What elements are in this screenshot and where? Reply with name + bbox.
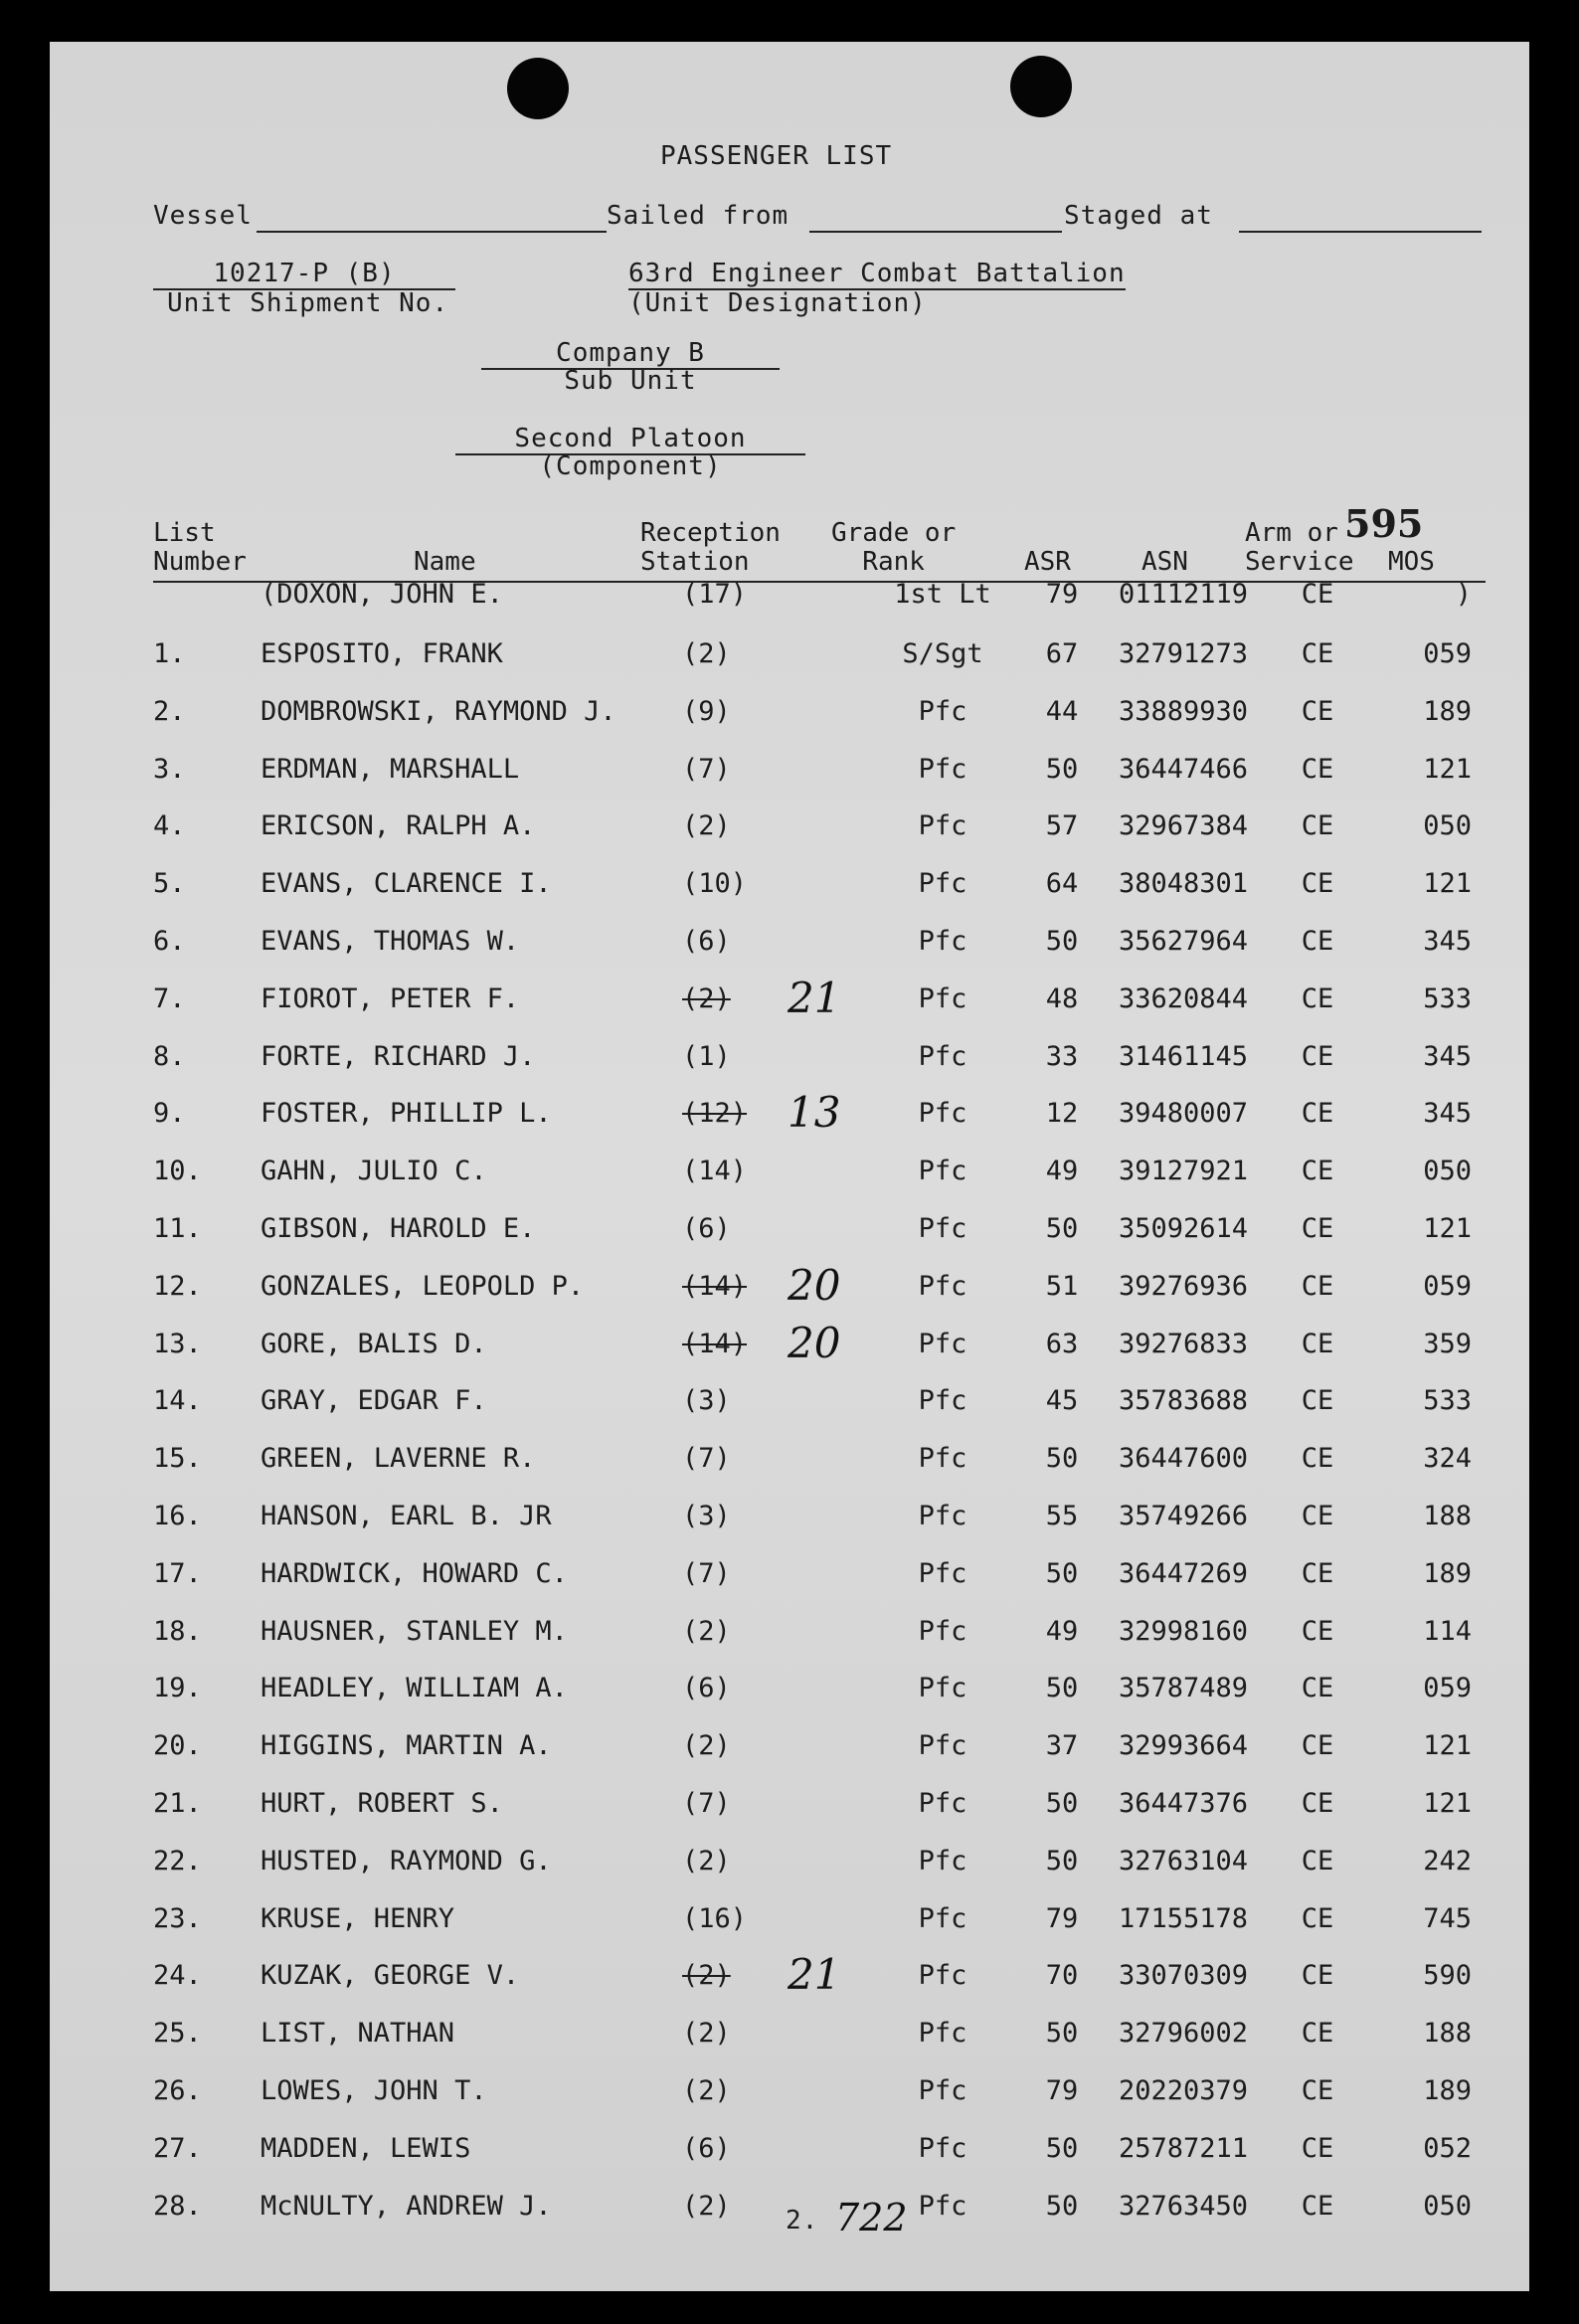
officer-close-paren: ) bbox=[1455, 579, 1472, 610]
column-header-arm-line2: Service bbox=[1245, 547, 1354, 577]
row-mos: 745 bbox=[1423, 1902, 1472, 1934]
row-name: EVANS, CLARENCE I. bbox=[261, 868, 552, 900]
row-asn: 25787211 bbox=[1118, 2132, 1249, 2164]
row-arm: CE bbox=[1301, 1615, 1334, 1647]
row-mos: 189 bbox=[1423, 2075, 1472, 2106]
table-row bbox=[50, 1156, 1529, 1211]
row-name: HARDWICK, HOWARD C. bbox=[261, 1557, 568, 1589]
table-row bbox=[50, 1385, 1529, 1441]
row-name: ERDMAN, MARSHALL bbox=[261, 753, 520, 785]
row-arm: CE bbox=[1301, 926, 1334, 957]
row-rank: Pfc bbox=[918, 1960, 967, 1992]
sub-unit-label: Sub Unit bbox=[564, 366, 697, 396]
handwritten-station-correction: 21 bbox=[788, 1950, 841, 2000]
row-asr: 67 bbox=[1045, 638, 1079, 669]
row-name: GREEN, LAVERNE R. bbox=[261, 1443, 536, 1475]
row-asn: 39276833 bbox=[1118, 1328, 1249, 1359]
row-mos: 114 bbox=[1423, 1615, 1472, 1647]
row-rank: Pfc bbox=[918, 1845, 967, 1877]
row-mos: 050 bbox=[1423, 1156, 1472, 1187]
row-number: 18. bbox=[153, 1615, 202, 1647]
row-asn: 39480007 bbox=[1118, 1098, 1249, 1130]
row-mos: 324 bbox=[1423, 1443, 1472, 1475]
row-arm: CE bbox=[1301, 1960, 1334, 1992]
row-mos: 345 bbox=[1423, 1040, 1472, 1072]
row-arm: CE bbox=[1301, 868, 1334, 900]
row-number: 5. bbox=[153, 868, 186, 900]
row-number: 12. bbox=[153, 1270, 202, 1302]
row-arm: CE bbox=[1301, 2018, 1334, 2050]
sub-unit: Company B bbox=[481, 338, 780, 370]
column-header-list-line1: List bbox=[153, 518, 216, 548]
row-asn: 36447269 bbox=[1118, 1557, 1249, 1589]
row-number: 24. bbox=[153, 1960, 202, 1992]
row-number: 23. bbox=[153, 1902, 202, 1934]
row-mos: 188 bbox=[1423, 2018, 1472, 2050]
column-header-arm-line1: Arm or bbox=[1245, 518, 1338, 548]
row-name: HUSTED, RAYMOND G. bbox=[261, 1845, 552, 1877]
row-number: 28. bbox=[153, 2190, 202, 2222]
row-asr: 37 bbox=[1045, 1730, 1079, 1762]
row-name: McNULTY, ANDREW J. bbox=[261, 2190, 552, 2222]
row-name: GRAY, EDGAR F. bbox=[261, 1385, 487, 1417]
shipment-label: Unit Shipment No. bbox=[167, 288, 449, 318]
row-name: ESPOSITO, FRANK bbox=[261, 638, 503, 669]
row-number: 15. bbox=[153, 1443, 202, 1475]
page-title: PASSENGER LIST bbox=[660, 141, 893, 171]
row-number: 22. bbox=[153, 1845, 202, 1877]
column-header-reception-station bbox=[640, 519, 781, 577]
row-reception-station: (14) bbox=[682, 1270, 748, 1302]
row-rank: Pfc bbox=[918, 1788, 967, 1819]
row-reception-station: (7) bbox=[682, 753, 731, 785]
component: Second Platoon bbox=[455, 424, 805, 455]
row-asr: 79 bbox=[1045, 2075, 1079, 2106]
component-label: (Component) bbox=[539, 451, 722, 481]
row-name: KUZAK, GEORGE V. bbox=[261, 1960, 520, 1992]
row-name: LIST, NATHAN bbox=[261, 2018, 455, 2050]
row-asr: 50 bbox=[1045, 1557, 1079, 1589]
table-row bbox=[50, 1950, 1529, 2016]
row-mos: 121 bbox=[1423, 1213, 1472, 1244]
row-reception-station: (7) bbox=[682, 1557, 731, 1589]
row-name: HANSON, EARL B. JR bbox=[261, 1501, 552, 1531]
officer-rank: 1st Lt bbox=[894, 579, 991, 610]
row-rank: Pfc bbox=[918, 1328, 967, 1359]
row-asr: 50 bbox=[1045, 2190, 1079, 2222]
row-asr: 50 bbox=[1045, 1845, 1079, 1877]
row-reception-station: (16) bbox=[682, 1902, 748, 1934]
row-name: LOWES, JOHN T. bbox=[261, 2075, 487, 2106]
row-rank: Pfc bbox=[918, 753, 967, 785]
row-mos: 345 bbox=[1423, 926, 1472, 957]
handwritten-footer-number: 722 bbox=[835, 2196, 908, 2239]
row-mos: 052 bbox=[1423, 2132, 1472, 2164]
staged-at-blank bbox=[1239, 231, 1482, 233]
row-reception-station: (7) bbox=[682, 1788, 731, 1819]
officer-row bbox=[50, 579, 1529, 634]
row-rank: Pfc bbox=[918, 1040, 967, 1072]
row-asr: 45 bbox=[1045, 1385, 1079, 1417]
column-header-asn: ASN bbox=[1141, 547, 1188, 577]
table-row bbox=[50, 1558, 1529, 1614]
row-name: GORE, BALIS D. bbox=[261, 1328, 487, 1359]
row-asr: 50 bbox=[1045, 926, 1079, 957]
row-reception-station: (14) bbox=[682, 1328, 748, 1359]
handwritten-station-correction: 13 bbox=[788, 1088, 841, 1138]
row-reception-station: (10) bbox=[682, 868, 748, 900]
row-asn: 36447466 bbox=[1118, 753, 1249, 785]
row-rank: Pfc bbox=[918, 1615, 967, 1647]
row-arm: CE bbox=[1301, 1213, 1334, 1244]
row-reception-station: (9) bbox=[682, 695, 731, 727]
row-arm: CE bbox=[1301, 1156, 1334, 1187]
row-mos: 121 bbox=[1423, 1730, 1472, 1762]
row-rank: Pfc bbox=[918, 2190, 967, 2222]
row-rank: Pfc bbox=[918, 1443, 967, 1475]
row-mos: 359 bbox=[1423, 1328, 1472, 1359]
row-mos: 121 bbox=[1423, 1788, 1472, 1819]
table-row bbox=[50, 1501, 1529, 1556]
row-asn: 32791273 bbox=[1118, 638, 1249, 669]
row-asn: 35092614 bbox=[1118, 1213, 1249, 1244]
row-arm: CE bbox=[1301, 2190, 1334, 2222]
row-arm: CE bbox=[1301, 695, 1334, 727]
row-mos: 189 bbox=[1423, 1557, 1472, 1589]
vessel-label: Vessel bbox=[153, 201, 253, 231]
row-asn: 36447600 bbox=[1118, 1443, 1249, 1475]
row-arm: CE bbox=[1301, 2132, 1334, 2164]
row-mos: 590 bbox=[1423, 1960, 1472, 1992]
column-header-grade-line2: Rank bbox=[862, 547, 925, 577]
row-mos: 059 bbox=[1423, 1673, 1472, 1704]
row-asn: 31461145 bbox=[1118, 1040, 1249, 1072]
row-asn: 32796002 bbox=[1118, 2018, 1249, 2050]
column-header-list-line2: Number bbox=[153, 547, 247, 577]
table-row bbox=[50, 973, 1529, 1039]
sailed-from-label: Sailed from bbox=[607, 201, 790, 231]
row-name: HAUSNER, STANLEY M. bbox=[261, 1615, 568, 1647]
row-number: 20. bbox=[153, 1730, 202, 1762]
row-arm: CE bbox=[1301, 983, 1334, 1014]
row-asr: 50 bbox=[1045, 1673, 1079, 1704]
row-name: HEADLEY, WILLIAM A. bbox=[261, 1673, 568, 1704]
punch-hole-left bbox=[507, 58, 569, 119]
row-asn: 32967384 bbox=[1118, 810, 1249, 842]
row-arm: CE bbox=[1301, 2075, 1334, 2106]
row-name: EVANS, THOMAS W. bbox=[261, 926, 520, 957]
row-asn: 32998160 bbox=[1118, 1615, 1249, 1647]
table-row bbox=[50, 1616, 1529, 1672]
row-arm: CE bbox=[1301, 638, 1334, 669]
row-name: FOSTER, PHILLIP L. bbox=[261, 1098, 552, 1130]
row-asr: 48 bbox=[1045, 983, 1079, 1014]
column-header-name: Name bbox=[414, 547, 476, 577]
row-mos: 059 bbox=[1423, 1270, 1472, 1302]
row-mos: 050 bbox=[1423, 2190, 1472, 2222]
row-asr: 50 bbox=[1045, 1443, 1079, 1475]
row-name: HIGGINS, MARTIN A. bbox=[261, 1730, 552, 1762]
document-sheet bbox=[50, 42, 1529, 2291]
row-reception-station: (2) bbox=[682, 810, 731, 842]
column-header-grade-line1: Grade or bbox=[831, 518, 957, 548]
handwritten-station-correction: 21 bbox=[788, 973, 841, 1022]
row-mos: 050 bbox=[1423, 810, 1472, 842]
row-number: 21. bbox=[153, 1788, 202, 1819]
row-asn: 39276936 bbox=[1118, 1270, 1249, 1302]
row-arm: CE bbox=[1301, 1270, 1334, 1302]
table-row bbox=[50, 638, 1529, 694]
table-row bbox=[50, 2133, 1529, 2189]
column-header-reception-line1: Reception bbox=[640, 518, 781, 548]
row-arm: CE bbox=[1301, 1845, 1334, 1877]
row-reception-station: (3) bbox=[682, 1385, 731, 1417]
row-name: FIOROT, PETER F. bbox=[261, 983, 520, 1014]
row-asn: 35783688 bbox=[1118, 1385, 1249, 1417]
table-row bbox=[50, 1673, 1529, 1728]
row-number: 10. bbox=[153, 1156, 202, 1187]
row-reception-station: (6) bbox=[682, 1673, 731, 1704]
table-row bbox=[50, 1443, 1529, 1499]
handwritten-station-correction: 20 bbox=[788, 1260, 841, 1310]
row-asr: 70 bbox=[1045, 1960, 1079, 1992]
row-asn: 33620844 bbox=[1118, 983, 1249, 1014]
row-rank: Pfc bbox=[918, 1213, 967, 1244]
row-reception-station: (2) bbox=[682, 638, 731, 669]
row-arm: CE bbox=[1301, 1788, 1334, 1819]
row-reception-station: (12) bbox=[682, 1098, 748, 1130]
row-asr: 50 bbox=[1045, 1213, 1079, 1244]
row-rank: Pfc bbox=[918, 2018, 967, 2050]
row-asn: 35787489 bbox=[1118, 1673, 1249, 1704]
row-asr: 50 bbox=[1045, 1788, 1079, 1819]
table-row bbox=[50, 696, 1529, 752]
row-reception-station: (2) bbox=[682, 1845, 731, 1877]
table-row bbox=[50, 2018, 1529, 2073]
column-header-asr: ASR bbox=[1024, 547, 1071, 577]
row-asn: 17155178 bbox=[1118, 1902, 1249, 1934]
table-row bbox=[50, 1846, 1529, 1901]
row-rank: Pfc bbox=[918, 926, 967, 957]
unit-designation-label: (Unit Designation) bbox=[628, 288, 927, 318]
row-mos: 533 bbox=[1423, 1385, 1472, 1417]
row-rank: Pfc bbox=[918, 2075, 967, 2106]
row-mos: 345 bbox=[1423, 1098, 1472, 1130]
row-rank: Pfc bbox=[918, 1501, 967, 1531]
row-arm: CE bbox=[1301, 1040, 1334, 1072]
table-row bbox=[50, 1730, 1529, 1786]
row-reception-station: (6) bbox=[682, 2132, 731, 2164]
row-arm: CE bbox=[1301, 1673, 1334, 1704]
column-header-reception-line2: Station bbox=[640, 547, 750, 577]
row-mos: 533 bbox=[1423, 983, 1472, 1014]
row-asn: 39127921 bbox=[1118, 1156, 1249, 1187]
row-arm: CE bbox=[1301, 1902, 1334, 1934]
row-asn: 33070309 bbox=[1118, 1960, 1249, 1992]
officer-station: (17) bbox=[682, 579, 748, 610]
row-number: 16. bbox=[153, 1501, 202, 1531]
row-number: 8. bbox=[153, 1040, 186, 1072]
row-number: 14. bbox=[153, 1385, 202, 1417]
table-row bbox=[50, 1088, 1529, 1154]
table-row bbox=[50, 754, 1529, 809]
officer-arm: CE bbox=[1301, 579, 1334, 610]
row-asr: 49 bbox=[1045, 1615, 1079, 1647]
row-reception-station: (2) bbox=[682, 1960, 731, 1992]
row-arm: CE bbox=[1301, 1328, 1334, 1359]
column-header-grade-rank bbox=[831, 519, 956, 577]
staged-at-label: Staged at bbox=[1064, 201, 1213, 231]
row-mos: 188 bbox=[1423, 1501, 1472, 1531]
row-number: 26. bbox=[153, 2075, 202, 2106]
row-rank: Pfc bbox=[918, 1156, 967, 1187]
row-number: 1. bbox=[153, 638, 186, 669]
row-number: 2. bbox=[153, 695, 186, 727]
row-mos: 059 bbox=[1423, 638, 1472, 669]
row-number: 17. bbox=[153, 1557, 202, 1589]
shipment-number: 10217-P (B) bbox=[153, 259, 455, 290]
row-mos: 242 bbox=[1423, 1845, 1472, 1877]
row-asr: 50 bbox=[1045, 2132, 1079, 2164]
row-asn: 38048301 bbox=[1118, 868, 1249, 900]
row-name: HURT, ROBERT S. bbox=[261, 1788, 503, 1819]
row-asr: 64 bbox=[1045, 868, 1079, 900]
row-rank: Pfc bbox=[918, 1730, 967, 1762]
row-name: DOMBROWSKI, RAYMOND J. bbox=[261, 695, 616, 727]
row-asr: 50 bbox=[1045, 753, 1079, 785]
handwritten-header-number: 595 bbox=[1344, 501, 1424, 546]
row-asn: 32763104 bbox=[1118, 1845, 1249, 1877]
punch-hole-right bbox=[1010, 56, 1072, 117]
row-name: FORTE, RICHARD J. bbox=[261, 1040, 536, 1072]
row-name: GAHN, JULIO C. bbox=[261, 1156, 487, 1187]
row-reception-station: (14) bbox=[682, 1156, 748, 1187]
row-number: 6. bbox=[153, 926, 186, 957]
row-asr: 79 bbox=[1045, 1902, 1079, 1934]
row-rank: Pfc bbox=[918, 1557, 967, 1589]
row-asr: 51 bbox=[1045, 1270, 1079, 1302]
row-rank: Pfc bbox=[918, 1902, 967, 1934]
row-asr: 50 bbox=[1045, 2018, 1079, 2050]
row-asn: 33889930 bbox=[1118, 695, 1249, 727]
row-number: 4. bbox=[153, 810, 186, 842]
row-arm: CE bbox=[1301, 1557, 1334, 1589]
row-rank: Pfc bbox=[918, 2132, 967, 2164]
column-header-mos: MOS bbox=[1388, 547, 1435, 577]
row-number: 13. bbox=[153, 1328, 202, 1359]
row-asr: 55 bbox=[1045, 1501, 1079, 1531]
row-asn: 36447376 bbox=[1118, 1788, 1249, 1819]
table-row bbox=[50, 1788, 1529, 1844]
row-number: 27. bbox=[153, 2132, 202, 2164]
row-rank: Pfc bbox=[918, 1270, 967, 1302]
row-number: 19. bbox=[153, 1673, 202, 1704]
row-reception-station: (7) bbox=[682, 1443, 731, 1475]
handwritten-station-correction: 20 bbox=[788, 1318, 841, 1367]
row-arm: CE bbox=[1301, 1730, 1334, 1762]
row-reception-station: (3) bbox=[682, 1501, 731, 1531]
row-reception-station: (6) bbox=[682, 1213, 731, 1244]
row-number: 25. bbox=[153, 2018, 202, 2050]
row-asr: 57 bbox=[1045, 810, 1079, 842]
officer-asn: 01112119 bbox=[1118, 579, 1249, 610]
row-reception-station: (2) bbox=[682, 983, 731, 1014]
row-reception-station: (2) bbox=[682, 1730, 731, 1762]
row-rank: Pfc bbox=[918, 983, 967, 1014]
row-rank: Pfc bbox=[918, 1673, 967, 1704]
row-reception-station: (2) bbox=[682, 1615, 731, 1647]
row-reception-station: (2) bbox=[682, 2190, 731, 2222]
row-asn: 32993664 bbox=[1118, 1730, 1249, 1762]
row-rank: Pfc bbox=[918, 810, 967, 842]
row-asn: 32763450 bbox=[1118, 2190, 1249, 2222]
row-number: 3. bbox=[153, 753, 186, 785]
row-rank: Pfc bbox=[918, 868, 967, 900]
row-reception-station: (2) bbox=[682, 2018, 731, 2050]
row-reception-station: (6) bbox=[682, 926, 731, 957]
page-number: 2. bbox=[786, 2206, 819, 2235]
vessel-blank bbox=[257, 231, 607, 233]
table-row bbox=[50, 1318, 1529, 1384]
row-rank: S/Sgt bbox=[902, 638, 983, 669]
row-name: MADDEN, LEWIS bbox=[261, 2132, 471, 2164]
row-asr: 63 bbox=[1045, 1328, 1079, 1359]
row-reception-station: (2) bbox=[682, 2075, 731, 2106]
row-asr: 49 bbox=[1045, 1156, 1079, 1187]
unit-designation: 63rd Engineer Combat Battalion bbox=[628, 259, 1126, 288]
row-mos: 121 bbox=[1423, 753, 1472, 785]
officer-asr: 79 bbox=[1045, 579, 1079, 610]
table-row bbox=[50, 868, 1529, 924]
row-arm: CE bbox=[1301, 1501, 1334, 1531]
officer-name: (DOXON, JOHN E. bbox=[261, 579, 503, 610]
row-asn: 35749266 bbox=[1118, 1501, 1249, 1531]
row-mos: 121 bbox=[1423, 868, 1472, 900]
row-name: GONZALES, LEOPOLD P. bbox=[261, 1270, 585, 1302]
row-asr: 44 bbox=[1045, 695, 1079, 727]
row-rank: Pfc bbox=[918, 695, 967, 727]
row-arm: CE bbox=[1301, 1443, 1334, 1475]
row-number: 11. bbox=[153, 1213, 202, 1244]
row-number: 7. bbox=[153, 983, 186, 1014]
column-header-list-number bbox=[153, 519, 247, 577]
row-arm: CE bbox=[1301, 1385, 1334, 1417]
row-rank: Pfc bbox=[918, 1098, 967, 1130]
sailed-from-blank bbox=[809, 231, 1062, 233]
row-name: GIBSON, HAROLD E. bbox=[261, 1213, 536, 1244]
table-row bbox=[50, 2075, 1529, 2131]
row-asr: 33 bbox=[1045, 1040, 1079, 1072]
row-rank: Pfc bbox=[918, 1385, 967, 1417]
row-arm: CE bbox=[1301, 1098, 1334, 1130]
row-arm: CE bbox=[1301, 753, 1334, 785]
row-reception-station: (1) bbox=[682, 1040, 731, 1072]
row-name: KRUSE, HENRY bbox=[261, 1902, 455, 1934]
row-number: 9. bbox=[153, 1098, 186, 1130]
row-mos: 189 bbox=[1423, 695, 1472, 727]
row-arm: CE bbox=[1301, 810, 1334, 842]
row-name: ERICSON, RALPH A. bbox=[261, 810, 536, 842]
table-row bbox=[50, 810, 1529, 866]
row-asn: 35627964 bbox=[1118, 926, 1249, 957]
row-asn: 20220379 bbox=[1118, 2075, 1249, 2106]
row-asr: 12 bbox=[1045, 1098, 1079, 1130]
column-header-arm-service bbox=[1245, 519, 1354, 577]
